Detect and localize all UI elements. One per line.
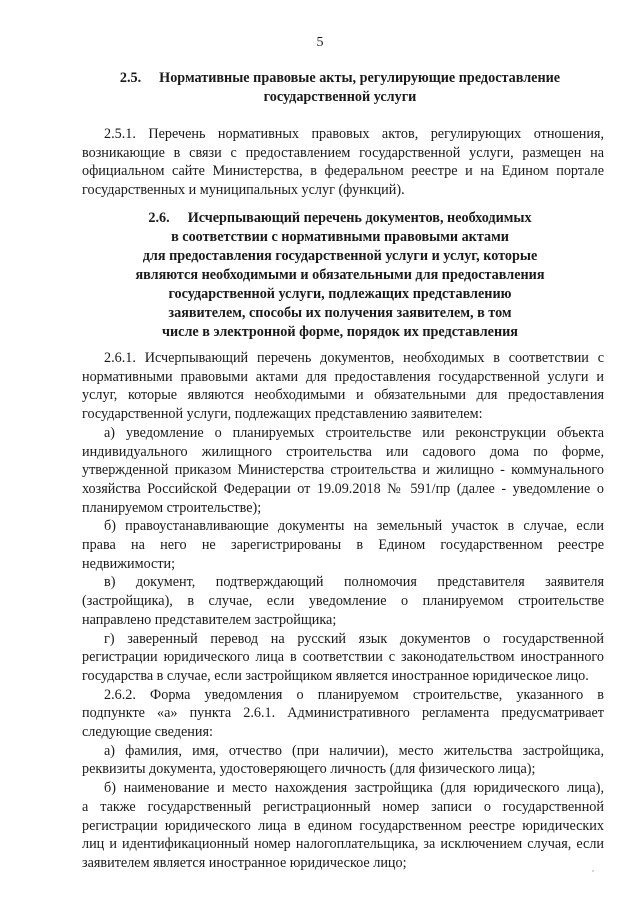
- paragraph-2-5-1: [82, 125, 604, 200]
- text-line: государственной услуги, подлежащих представлению заявителем:: [82, 406, 483, 423]
- text-line: планируемом строительстве);: [82, 499, 262, 516]
- text-line: а также государственный регистрационный номер записи о государственной: [82, 798, 604, 815]
- heading-line: [80, 209, 600, 228]
- text-line: б) правоустанавливающие документы на земельный участок в случае, если: [104, 518, 604, 535]
- text-line: б) наименование и место нахождения застройщика (для юридического лица),: [104, 780, 604, 797]
- section-number: 2.5.: [119, 70, 142, 86]
- text-line: государственных и муниципальных услуг (функций).: [82, 182, 405, 199]
- text-line: права на него не зарегистрированы в Едином государственном реестре: [82, 537, 604, 554]
- heading-line: [80, 69, 600, 88]
- heading-line: заявителем, способы их получения заявителем, в том: [168, 305, 512, 321]
- text-line: утвержденной приказом Министерства строительства и жилищно - коммунального: [82, 462, 604, 479]
- text-line: возникающие в связи с предоставлением государственной услуги, размещен на: [82, 144, 604, 161]
- text-line: реквизиты документа, удостоверяющего личность (для физического лица);: [82, 761, 536, 778]
- text-line: регистрации юридического лица в едином государственном реестре юридических: [82, 817, 604, 834]
- text-line: 2.6.2. Форма уведомления о планируемом строительстве, указанного в: [104, 686, 604, 703]
- section-2-6-body: [82, 349, 604, 873]
- text-line: государства в случае, если застройщиком является иностранное юридическое лицо.: [82, 667, 589, 684]
- text-line: хозяйства Российской Федерации от 19.09.2018 № 591/пр (далее - уведомление о: [82, 480, 604, 497]
- page-number: 5: [316, 35, 324, 50]
- text-line: направлено представителем застройщика;: [82, 611, 337, 628]
- text-line: регистрации юридического лица в соответствии с законодательством иностранного: [82, 649, 604, 666]
- heading-line: являются необходимыми и обязательными для предоставления: [135, 267, 545, 283]
- text-line: недвижимости;: [82, 555, 176, 572]
- text-line: г) заверенный перевод на русский язык документов о государственной: [104, 630, 604, 647]
- text-line: услуг, которые являются необходимыми и обязательными для предоставления: [82, 387, 604, 404]
- heading-line: в соответствии с нормативными правовыми актами: [171, 229, 509, 245]
- text-line: а) уведомление о планируемых строительстве или реконструкции объекта: [104, 424, 604, 441]
- heading-text: Исчерпывающий перечень документов, необходимых: [187, 210, 532, 226]
- text-line: в) документ, подтверждающий полномочия представителя заявителя: [104, 574, 604, 591]
- text-line: лиц и идентификационный номер налогоплательщика, за исключением случая, если: [82, 836, 604, 853]
- section-2-6-heading: [80, 209, 600, 342]
- text-line: (застройщика), в случае, если уведомление о планируемом строительстве: [82, 593, 604, 610]
- heading-line: числе в электронной форме, порядок их представления: [161, 324, 518, 340]
- text-line: а) фамилия, имя, отчество (при наличии), место жительства застройщика,: [104, 742, 604, 759]
- heading-line: для предоставления государственной услуги и услуг, которые: [142, 248, 538, 264]
- text-line: заявителем является иностранное юридическое лицо;: [82, 854, 407, 871]
- heading-line: государственной услуги: [263, 89, 417, 105]
- text-line: официальном сайте Министерства, в федеральном реестре и на Едином портале: [82, 163, 604, 180]
- text-line: нормативными правовыми актами для предоставления государственной услуги и: [82, 368, 604, 385]
- text-line: подпункте «а» пункта 2.6.1. Административного регламента предусматривает: [82, 705, 604, 722]
- text-line: 2.6.1. Исчерпывающий перечень документов, необходимых в соответствии с: [104, 350, 604, 366]
- text-line: 2.5.1. Перечень нормативных правовых актов, регулирующих отношения,: [104, 126, 604, 142]
- heading-text: Нормативные правовые акты, регулирующие предоставление: [159, 70, 561, 86]
- section-2-5-heading: [80, 69, 600, 107]
- section-number: 2.6.: [148, 210, 170, 226]
- text-line: индивидуального жилищного строительства или садового дома по форме,: [82, 443, 604, 460]
- scan-speck: [592, 870, 594, 872]
- text-line: следующие сведения:: [82, 724, 213, 741]
- heading-line: государственной услуги, подлежащих представлению: [168, 286, 512, 302]
